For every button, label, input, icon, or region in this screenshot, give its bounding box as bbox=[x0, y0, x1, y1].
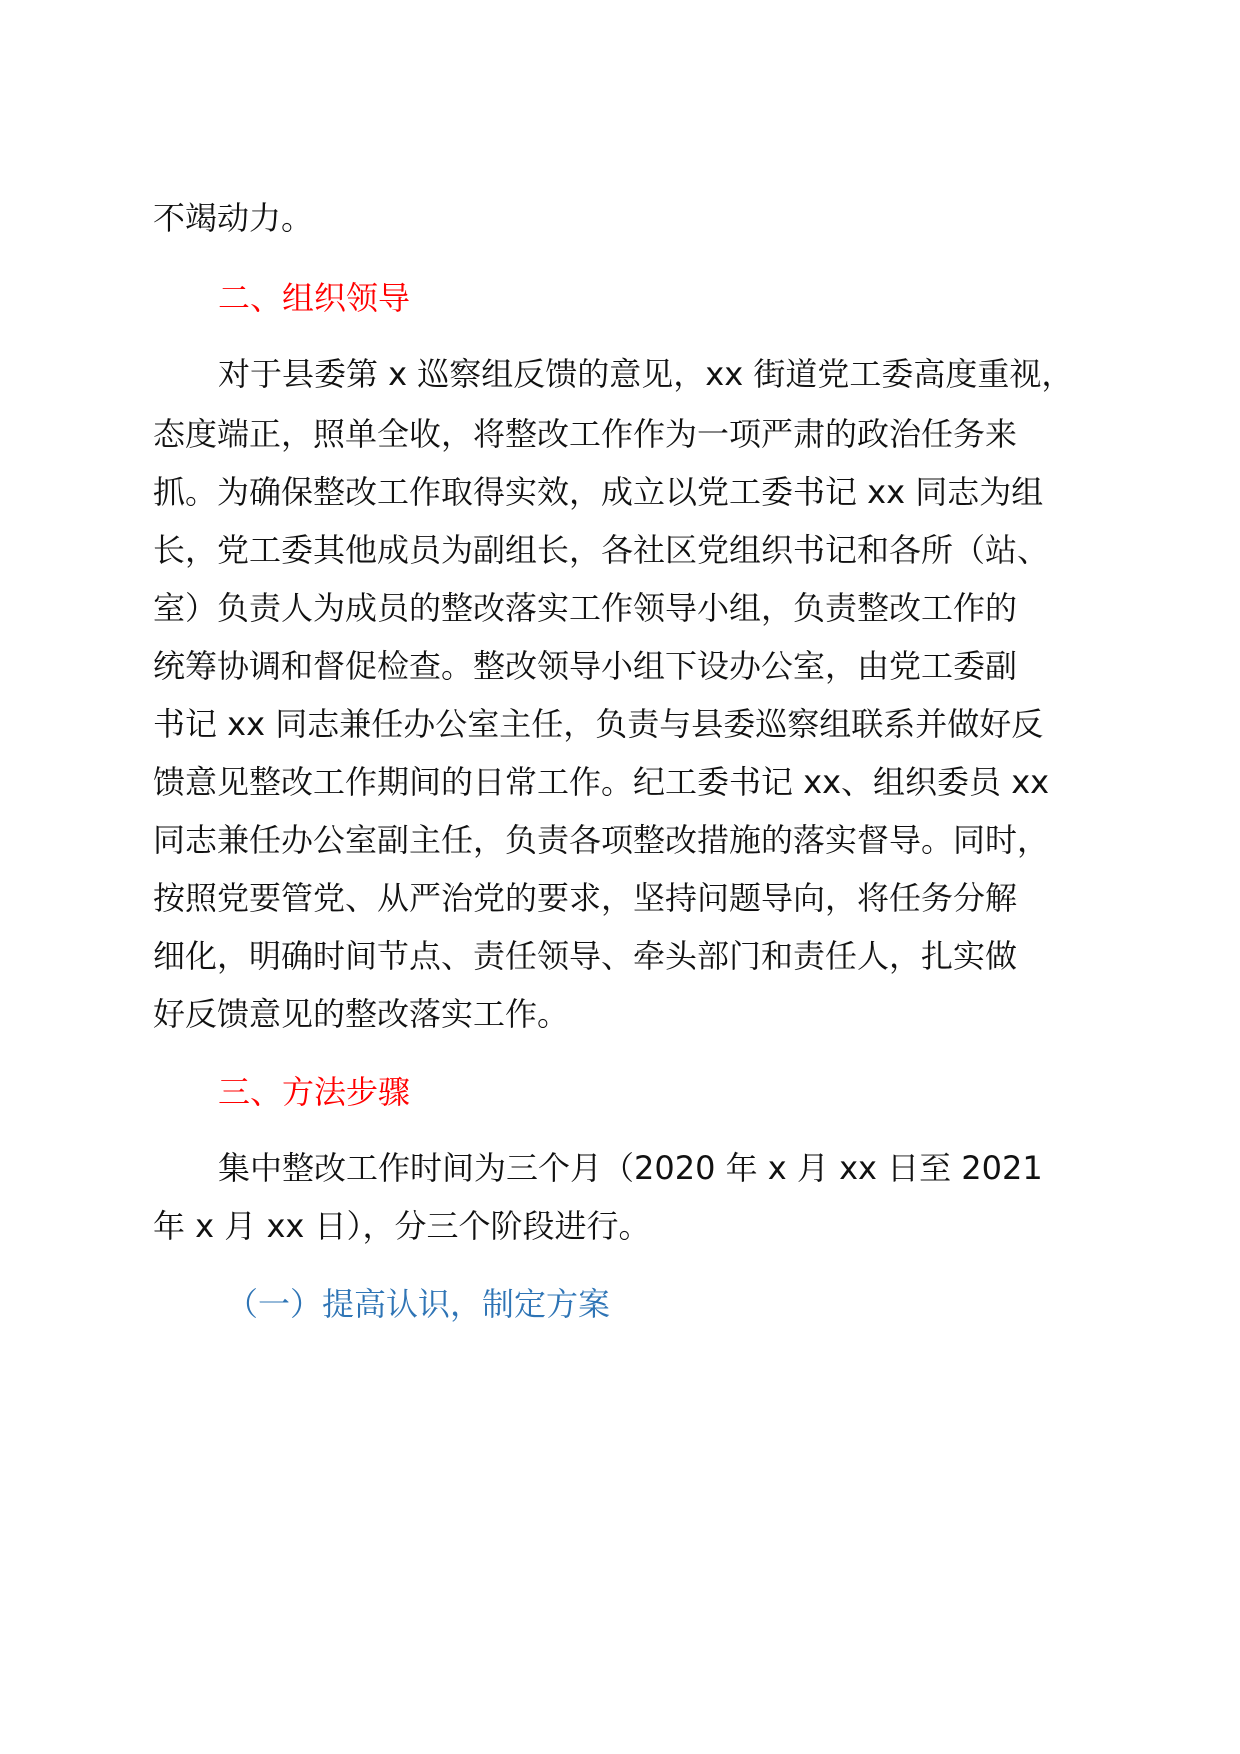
section2-line: 书记 xx 同志兼任办公室主任，负责与县委巡察组联系并做好反 bbox=[153, 705, 1044, 743]
section2-line: 室）负责人为成员的整改落实工作领导小组，负责整改工作的 bbox=[153, 589, 1018, 627]
section3-line: 集中整改工作时间为三个月（2020 年 x 月 xx 日至 2021 bbox=[218, 1149, 1043, 1187]
section3-subheading: （一）提高认识，制定方案 bbox=[226, 1285, 611, 1323]
section2-line: 馈意见整改工作期间的日常工作。纪工委书记 xx、组织委员 xx bbox=[153, 763, 1050, 801]
section2-line: 态度端正，照单全收，将整改工作作为一项严肃的政治任务来 bbox=[153, 415, 1018, 453]
intro-tail-text: 不竭动力。 bbox=[153, 199, 314, 237]
section2-line: 对于县委第 x 巡察组反馈的意见，xx 街道党工委高度重视， bbox=[218, 355, 1074, 393]
section2-line: 按照党要管党、从严治党的要求，坚持问题导向，将任务分解 bbox=[153, 879, 1018, 917]
section2-line: 抓。为确保整改工作取得实效，成立以党工委书记 xx 同志为组 bbox=[153, 473, 1044, 511]
section2-line: 同志兼任办公室副主任，负责各项整改措施的落实督导。同时， bbox=[153, 821, 1050, 859]
section2-line: 长，党工委其他成员为副组长，各社区党组织书记和各所（站、 bbox=[153, 531, 1050, 569]
section2-line: 好反馈意见的整改落实工作。 bbox=[153, 995, 570, 1033]
section2-line: 统筹协调和督促检查。整改领导小组下设办公室，由党工委副 bbox=[153, 647, 1018, 685]
section2-line: 细化，明确时间节点、责任领导、牵头部门和责任人，扎实做 bbox=[153, 937, 1018, 975]
section3-line: 年 x 月 xx 日），分三个阶段进行。 bbox=[153, 1207, 651, 1245]
section3-heading: 三、方法步骤 bbox=[218, 1073, 411, 1111]
section2-heading: 二、组织领导 bbox=[218, 279, 411, 317]
